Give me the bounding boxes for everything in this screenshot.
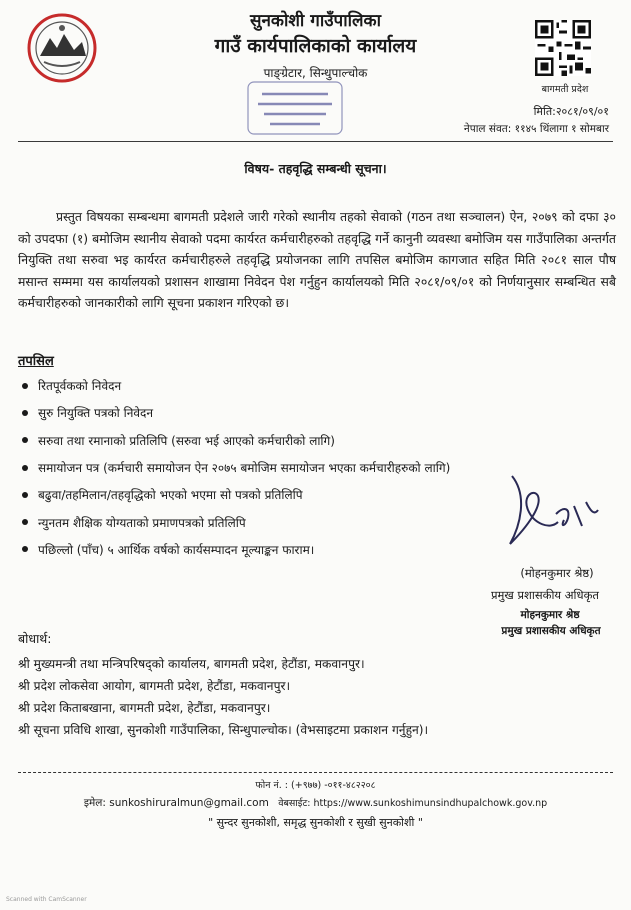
bullet-icon	[22, 546, 28, 552]
signature-icon	[498, 466, 608, 556]
title-stamp: प्रमुख प्रशासकीय अधिकृत	[501, 625, 601, 637]
cc-item: श्री प्रदेश किताबखाना, बागमती प्रदेश, हेटौंडा, मकवानपुर।	[18, 700, 271, 715]
cc-list	[18, 652, 428, 740]
office-location: पाङ्ग्रेटार, सिन्धुपाल्चोक	[263, 66, 368, 80]
signer-title: प्रमुख प्रशासकीय अधिकृत	[491, 588, 599, 602]
cc-item: श्री मुख्यमन्त्री तथा मन्त्रिपरिषद्को कार्यालय, बागमती प्रदेश, हेटौंडा, मकवानपुर।	[18, 656, 365, 671]
bullet-icon	[22, 437, 28, 443]
bullet-icon	[22, 383, 28, 389]
list-heading: तपसिल	[18, 354, 54, 369]
bullet-icon	[22, 519, 28, 525]
footer-divider	[18, 772, 613, 773]
subject-line: विषय- तहवृद्धि सम्बन्धी सूचना।	[244, 161, 387, 176]
footer-contact	[0, 796, 631, 810]
list-item: सरुवा तथा रमानाको प्रतिलिपि (सरुवा भई आएको कर्मचारीको लागि)	[20, 427, 450, 454]
cc-item: श्री प्रदेश लोकसेवा आयोग, बागमती प्रदेश, हेटौंडा, मकवानपुर।	[18, 678, 291, 693]
nepal-sambat-date: नेपाल संवत: ११४५ थिंलागा १ सोमबार	[463, 123, 609, 135]
bullet-icon	[22, 410, 28, 416]
list-item: पछिल्लो (पाँच) ५ आर्थिक वर्षको कार्यसम्पादन मूल्याङ्कन फाराम।	[20, 536, 450, 563]
list-item: सुरु नियुक्ति पत्रको निवेदन	[20, 399, 450, 426]
cc-heading: बोधार्थ:	[18, 631, 52, 646]
municipality-name: सुनकोशी गाउँपालिका	[249, 11, 381, 31]
footer-slogan: " सुन्दर सुनकोशी, समृद्ध सुनकोशी र सुखी सुनकोशी "	[208, 816, 423, 829]
qr-code-icon	[535, 20, 591, 76]
document-list	[20, 372, 450, 563]
cc-item: श्री सूचना प्रविधि शाखा, सुनकोशी गाउँपालिका, सिन्धुपाल्चोक। (वेभसाइटमा प्रकाशन गर्नुहुन)।	[18, 722, 429, 737]
list-item: बढुवा/तहमिलान/तहवृद्धिको भएको भएमा सो पत्रको प्रतिलिपि	[20, 481, 450, 508]
province-label: बागमती प्रदेश	[541, 84, 589, 95]
office-stamp-icon	[240, 78, 350, 138]
scanner-watermark: Scanned with CamScanner	[6, 896, 87, 903]
signer-name: (मोहनकुमार श्रेष्ठ)	[520, 566, 594, 580]
name-stamp: मोहनकुमार श्रेष्ठ	[520, 609, 580, 621]
office-name: गाउँ कार्यपालिकाको कार्यालय	[214, 35, 417, 57]
issue-date: मिति:२०८१/०९/०१	[533, 105, 609, 118]
footer-phone: फोन नं. : (+९७७) -०११-४८२२०८	[255, 780, 376, 791]
list-item: रितपूर्वकको निवेदन	[20, 372, 450, 399]
bullet-icon	[22, 465, 28, 471]
header-divider	[18, 141, 613, 142]
notice-body: प्रस्तुत विषयका सम्बन्धमा बागमती प्रदेशले जारी गरेको स्थानीय तहको सेवाको (गठन तथा सञ्चालन) ऐन, २०७९ को दफा ३० को उपदफा (१) बमोजिम स्थानीय सेवाको पदमा कार्यरत कर्मचारीहरुको तहवृद्धि गर्ने कानुनी व्यवस्था बमोजिम यस गाउँपालिका अन्तर्गत नियुक्ति तथा सरुवा भइ कार्यरत कर्मचारीहरुले तहवृद्धि प्रयोजनका लागि तपसिल बमोजिम कागजात सहित मिति २०८१ साल पौष मसान्त सम्ममा यस कार्यालयको प्रशासन शाखामा निवेदन पेश गर्नुहुन कार्यालयको मिति २०८१/०९/०१ को निर्णयानुसार सम्बन्धित सबै कर्मचारीहरुको जानकारीको लागि सूचना प्रकाशन गरिएको छ।	[18, 209, 616, 311]
footer-website: वेबसाईट: https://www.sunkoshimunsindhupalchowk.gov.np	[278, 798, 548, 809]
list-item: समायोजन पत्र (कर्मचारी समायोजन ऐन २०७५ बमोजिम समायोजन भएका कर्मचारीहरुको लागि)	[20, 454, 450, 481]
list-item: न्युनतम शैक्षिक योग्यताको प्रमाणपत्रको प्रतिलिपि	[20, 508, 450, 535]
footer-email: इमेल: sunkoshiruralmun@gmail.com	[83, 797, 269, 809]
bullet-icon	[22, 492, 28, 498]
